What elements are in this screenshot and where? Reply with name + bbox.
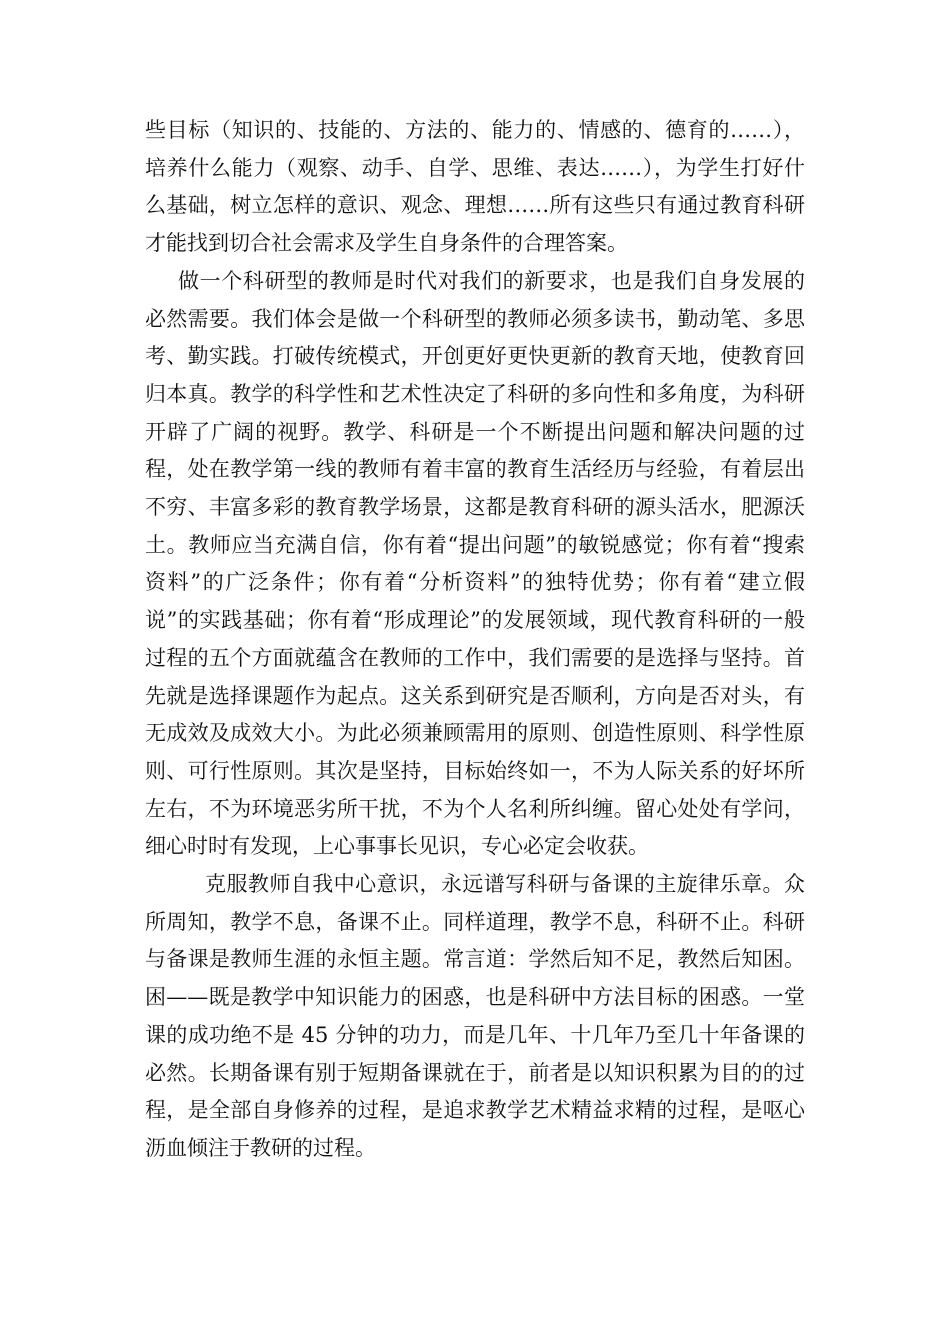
paragraph-continuation: 些目标（知识的、技能的、方法的、能力的、情感的、德育的……），培养什么能力（观察、动手、自学、思维、表达……），为学生打好什么基础，树立怎样的意识、观念、理想……所有这些只有通过教育科研才能找到切合社会需求及学生自身条件的合理答案。 (145, 118, 805, 256)
paragraph-lesson-preparation: 克服教师自我中心意识，永远谱写科研与备课的主旋律乐章。众所周知，教学不息，备课不止。同样道理，教学不息，科研不止。科研与备课是教师生涯的永恒主题。常言道：学然后知不足，教然后知困。困——既是教学中知识能力的困惑，也是科研中方法目标的困惑。一堂课的成功绝不是 45 分钟的功力，而是几年、十几年乃至几十年备课的必然。长期备课有别于短期备课就在于，前者是以知识积累为目的的过程，是全部自身修养的过程，是追求教学艺术精益求精的过程，是呕心沥血倾注于教研的过程。 (145, 872, 805, 1160)
document-body (145, 112, 805, 1168)
paragraph-research-teacher: 做一个科研型的教师是时代对我们的新要求，也是我们自身发展的必然需要。我们体会是做一个科研型的教师必须多读书，勤动笔、多思考、勤实践。打破传统模式，开创更好更快更新的教育天地，使教育回归本真。教学的科学性和艺术性决定了科研的多向性和多角度，为科研开辟了广阔的视野。教学、科研是一个不断提出问题和解决问题的过程，处在教学第一线的教师有着丰富的教育生活经历与经验，有着层出不穷、丰富多彩的教育教学场景，这都是教育科研的源头活水，肥源沃土。教师应当充满自信，你有着“提出问题”的敏锐感觉；你有着“搜索资料”的广泛条件；你有着“分析资料”的独特优势；你有着“建立假说”的实践基础；你有着“形成理论”的发展领域，现代教育科研的一般过程的五个方面就蕴含在教师的工作中，我们需要的是选择与坚持。首先就是选择课题作为起点。这关系到研究是否顺利，方向是否对头，有无成效及成效大小。为此必须兼顾需用的原则、创造性原则、科学性原则、可行性原则。其次是坚持，目标始终如一，不为人际关系的好坏所左右，不为环境恶劣所干扰，不为个人名利所纠缠。留心处处有学问，细心时时有发现，上心事事长见识，专心必定会收获。 (145, 268, 805, 859)
